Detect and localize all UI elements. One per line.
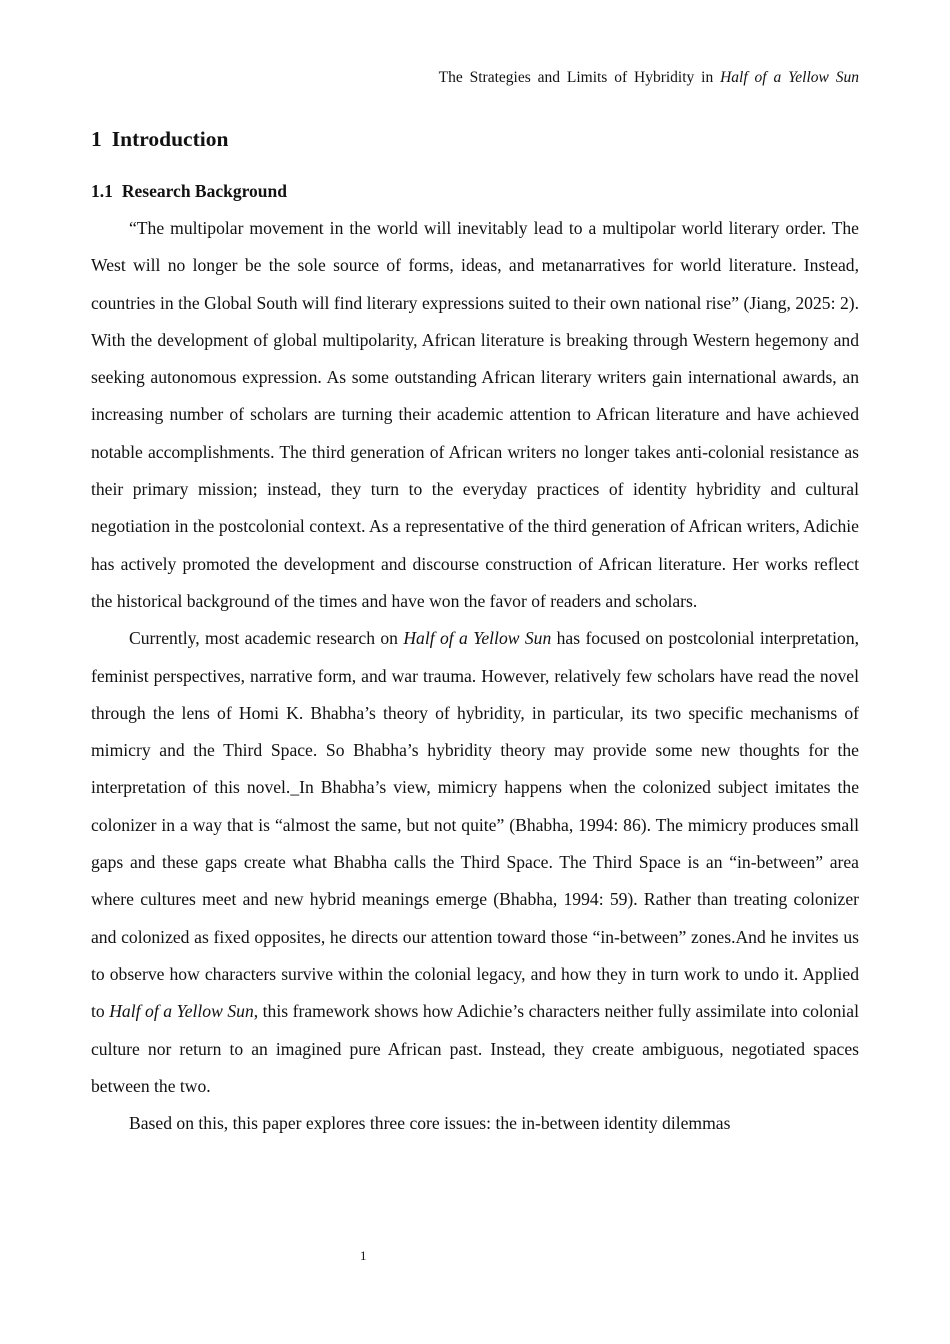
paragraph-2 [91,620,859,1105]
page-number: 1 [360,1248,367,1263]
paragraph-3: Based on this, this paper explores three core issues: the in-between identity dilemmas [129,1113,731,1134]
paragraph-2-book-title-2: Half of a Yellow Sun [109,1001,254,1022]
running-header-title: The Strategies and Limits of Hybridity in [438,69,714,86]
subsection-number: 1.1 [91,181,113,201]
paragraph-2-part-2: has focused on postcolonial interpretation, feminist perspectives, narrative form, and war trauma. However, relatively few scholars have read the novel through the lens of Homi K. Bhabha’s theory of hybridity, in particular, its two specific mechanisms of mimicry and the Third Space. So Bhabha’s hybridity theory may provide some new thoughts for the interpretation of this novel._In Bhabha’s view, mimicry happens when the colonized subject imitates the colonizer in a way that is “almost the same, but not quite” (Bhabha, 1994: 86). The mimicry produces small gaps and these gaps create what Bhabha calls the Third Space. The Third Space is an “in-between” area where cultures meet and new hybrid meanings emerge (Bhabha, 1994: 59). Rather than treating colonizer and colonized as fixed opposites, he directs our attention toward those “in-between” zones.And he invites us to observe how characters survive within the colonial legacy, and how they in turn work to undo it. Applied to [91,628,860,1022]
running-header [439,69,859,87]
subsection-heading [91,181,287,202]
paragraph-2-part-1: Currently, most academic research on [129,628,398,649]
section-number: 1 [91,127,102,151]
body-text [91,210,859,1142]
section-title: Introduction [111,127,229,151]
section-heading [91,127,228,152]
paragraph-2-book-title-1: Half of a Yellow Sun [403,628,552,649]
paragraph-2-part-3: , this framework shows how Adichie’s characters neither fully assimilate into colonial culture nor return to an imagined pure African past. Instead, they create ambiguous, negotiated spaces between the two. [91,1001,860,1096]
paragraph-1: “The multipolar movement in the world will inevitably lead to a multipolar world literary order. The West will no longer be the sole source of forms, ideas, and metanarratives for world literature. Instead, countries in the Global South will find literary expressions suited to their own national rise” (Jiang, 2025: 2). With the development of global multipolarity, African literature is breaking through Western hegemony and seeking autonomous expression. As some outstanding African literary writers gain international awards, an increasing number of scholars are turning their academic attention to African literature and have achieved notable accomplishments. The third generation of African writers no longer takes anti-colonial resistance as their primary mission; instead, they turn to the everyday practices of identity hybridity and cultural negotiation in the postcolonial context. As a representative of the third generation of African writers, Adichie has actively promoted the development and discourse construction of African literature. Her works reflect the historical background of the times and have won the favor of readers and scholars. [91,218,859,611]
running-header-book-title: Half of a Yellow Sun [720,69,859,86]
subsection-title: Research Background [121,181,288,201]
